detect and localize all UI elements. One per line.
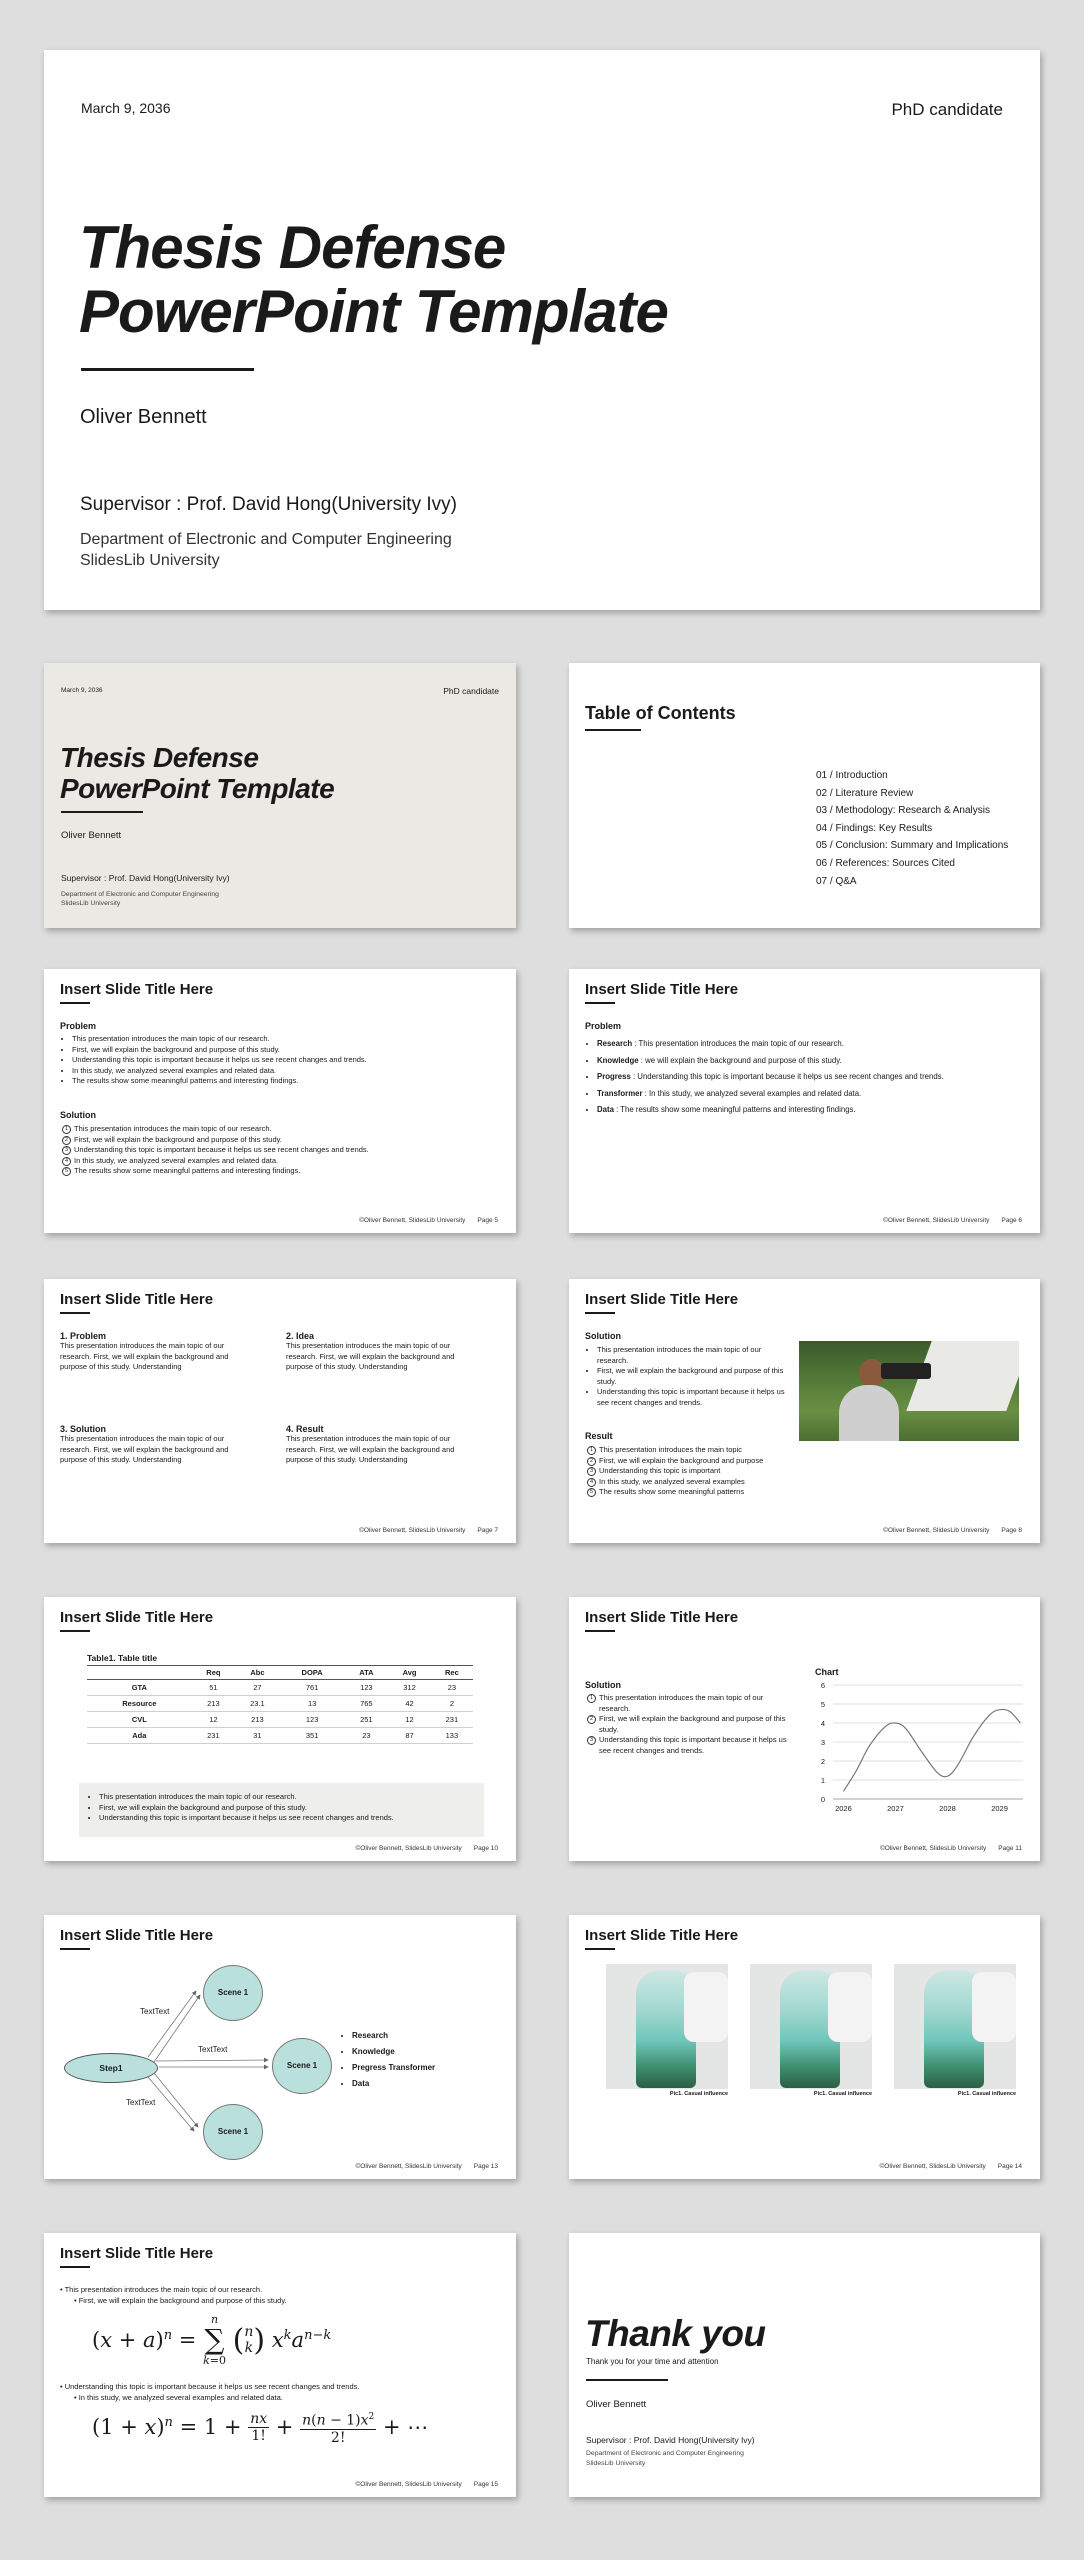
list-item: • First, we will explain the background and purpose of this study. — [72, 1045, 367, 1056]
slide-title: Insert Slide Title Here — [585, 1927, 739, 1944]
y-tick-label: 3 — [820, 1738, 825, 1747]
page-number: Page 6 — [1001, 1217, 1022, 1224]
keyword: Data — [597, 1105, 614, 1114]
number-circle: 4 — [587, 1478, 596, 1487]
step-node-label: Step1 — [99, 2063, 123, 2073]
slide-footer — [871, 1217, 1022, 1224]
slide-footer — [868, 1845, 1022, 1852]
lab-coat-sleeve — [828, 1972, 872, 2042]
list-item: • First, we will explain the background and purpose of this study. — [597, 1366, 792, 1387]
table-row — [87, 1680, 473, 1696]
toc-title-underline — [585, 729, 641, 731]
department-line: Department of Electronic and Computer Engineering — [80, 531, 452, 548]
list-item: • This presentation introduces the main topic of our research. — [99, 1792, 394, 1803]
footer-credit: ©Oliver Bennett, SlidesLib University — [355, 2481, 462, 2488]
page-number: Page 13 — [473, 2163, 498, 2170]
number-circle: 5 — [62, 1167, 71, 1176]
list-item — [587, 1466, 763, 1477]
supervisor-line: Supervisor : Prof. David Hong(University Ivy) — [586, 2435, 755, 2445]
table-header-cell: ATA — [344, 1666, 388, 1680]
table-header-cell: Abc — [235, 1666, 280, 1680]
x-tick-label: 2027 — [887, 1804, 904, 1813]
university-line: SlidesLib University — [80, 552, 220, 569]
table-cell: 31 — [235, 1728, 280, 1744]
block-heading: 3. Solution — [60, 1424, 106, 1434]
slide-title: Insert Slide Title Here — [60, 2245, 214, 2262]
slide-title-underline — [585, 1312, 615, 1314]
table-header-cell: Rec — [431, 1666, 473, 1680]
table-cell: 351 — [280, 1728, 345, 1744]
keyword-list — [585, 1036, 944, 1119]
data-table — [87, 1666, 473, 1744]
problem-heading: Problem — [585, 1021, 622, 1031]
y-tick-label: 0 — [820, 1795, 825, 1804]
footer-credit: ©Oliver Bennett, SlidesLib University — [359, 1217, 466, 1224]
number-circle: 3 — [587, 1467, 596, 1476]
table-cell: 13 — [280, 1696, 345, 1712]
slide-title-underline — [60, 1312, 90, 1314]
keyword-text: : The results show some meaningful patterns and interesting findings. — [613, 1105, 856, 1114]
page-number: Page 8 — [1001, 1527, 1022, 1534]
list-item — [597, 1036, 944, 1053]
list-item: • The results show some meaningful patterns and interesting findings. — [72, 1076, 367, 1087]
list-item: • Understanding this topic is important because it helps us see recent changes and trends. — [597, 1387, 792, 1408]
table-cell: 133 — [431, 1728, 473, 1744]
photo-camera — [881, 1363, 931, 1379]
keyword-text: : we will explain the background and purpose of this study. — [638, 1055, 842, 1065]
block-text: This presentation introduces the main topic of our research. First, we will explain the background and purpose of this study. Understanding — [286, 1434, 455, 1464]
cover-title-line2: PowerPoint Template — [60, 773, 335, 804]
picture-frame — [606, 1964, 728, 2089]
slide-footer — [867, 2163, 1022, 2170]
table-cell: 23 — [431, 1680, 473, 1696]
number-circle: 4 — [62, 1157, 71, 1166]
picture-caption: Pic1. Casual influence — [957, 2091, 1016, 2097]
text-subline-content: In this study, we analyzed several examples and related data. — [78, 2393, 283, 2402]
table-cell: 23.1 — [235, 1696, 280, 1712]
slide-page-7[interactable] — [44, 1279, 516, 1543]
footer-credit: ©Oliver Bennett, SlidesLib University — [355, 1845, 462, 1852]
picture-frame — [750, 1964, 872, 2089]
table-header-row — [87, 1666, 473, 1680]
list-item — [62, 1156, 369, 1167]
table-header-cell — [87, 1666, 192, 1680]
list-item-text: Understanding this topic is important because it helps us see recent changes and trends. — [74, 1145, 369, 1154]
table-cell: GTA — [87, 1680, 192, 1696]
connector-arrow — [148, 1991, 196, 2057]
slide-page-6[interactable] — [569, 969, 1040, 1233]
text-subline: • In this study, we analyzed several examples and related data. — [74, 2393, 283, 2402]
line-chart — [805, 1677, 1030, 1822]
y-tick-label: 1 — [820, 1776, 825, 1785]
photo-person-body — [839, 1385, 899, 1441]
number-circle: 3 — [587, 1736, 596, 1745]
table-cell: 251 — [344, 1712, 388, 1728]
page-number: Page 15 — [473, 2481, 498, 2488]
list-item: • First, we will explain the background and purpose of this study. — [99, 1803, 394, 1814]
scene-node-bottom[interactable] — [203, 2104, 263, 2160]
title-underline — [81, 368, 254, 371]
picture-caption: Pic1. Casual influence — [669, 2091, 728, 2097]
problem-list — [60, 1034, 367, 1087]
footer-credit: ©Oliver Bennett, SlidesLib University — [355, 2163, 462, 2170]
table-cell: 213 — [192, 1696, 235, 1712]
scene-node-top[interactable] — [203, 1965, 263, 2021]
list-item-text: In this study, we analyzed several examples — [599, 1476, 745, 1486]
slide-cover-small[interactable] — [44, 663, 516, 928]
table-cell: 123 — [344, 1680, 388, 1696]
toc-item[interactable]: 07 / Q&A — [816, 875, 857, 887]
list-item — [62, 1166, 369, 1177]
number-circle: 3 — [62, 1146, 71, 1155]
slide-title: Insert Slide Title Here — [585, 981, 739, 998]
slide-title: Insert Slide Title Here — [585, 1609, 739, 1626]
table-cell: 87 — [388, 1728, 431, 1744]
footer-credit: ©Oliver Bennett, SlidesLib University — [359, 1527, 466, 1534]
page-number: Page 10 — [473, 1845, 498, 1852]
list-item — [587, 1477, 763, 1488]
list-item — [597, 1069, 944, 1086]
solution-list — [587, 1693, 792, 1756]
toc-title: Table of Contents — [585, 703, 736, 723]
block-problem — [60, 1331, 230, 1373]
footer-credit: ©Oliver Bennett, SlidesLib University — [883, 1217, 990, 1224]
connector-arrow — [154, 2073, 198, 2127]
keyword-text: : This presentation introduces the main topic of our research. — [632, 1039, 844, 1048]
table-cell: 312 — [388, 1680, 431, 1696]
list-item — [587, 1693, 792, 1714]
cover-title-line1: Thesis Defense — [79, 214, 506, 281]
block-solution — [60, 1424, 230, 1466]
block-heading: 1. Problem — [60, 1331, 107, 1341]
cover-title — [79, 216, 668, 344]
university-line: SlidesLib University — [61, 900, 121, 907]
chart-title: Chart — [815, 1667, 839, 1677]
slide-title-underline — [60, 1630, 90, 1632]
table-header-cell: DOPA — [280, 1666, 345, 1680]
date-label: March 9, 2036 — [81, 100, 171, 116]
block-result — [286, 1424, 456, 1466]
list-item-text: Understanding this topic is important — [599, 1466, 721, 1475]
step-node[interactable] — [64, 2053, 158, 2083]
text-line: • This presentation introduces the main topic of our research. — [60, 2285, 263, 2294]
table-cell: 51 — [192, 1680, 235, 1696]
thank-you-title: Thank you — [585, 2313, 766, 2354]
list-item-text: Understanding this topic is important because it helps us see recent changes and trends. — [599, 1735, 787, 1755]
result-list — [587, 1445, 763, 1498]
list-item-text: This presentation introduces the main topic of our research. — [599, 1693, 764, 1713]
table-cell: 12 — [192, 1712, 235, 1728]
list-item: • Data — [352, 2076, 435, 2092]
table-cell: 231 — [192, 1728, 235, 1744]
slide-page-10[interactable] — [44, 1597, 516, 1861]
title-underline — [586, 2379, 668, 2381]
list-item: • Pregress Transformer — [352, 2060, 435, 2076]
slide-title-underline — [585, 1630, 615, 1632]
picture-caption: Pic1. Casual influence — [813, 2091, 872, 2097]
cover-title-line2: PowerPoint Template — [79, 278, 668, 345]
scene-node-label: Scene 1 — [286, 2061, 318, 2070]
slide-table-of-contents[interactable] — [569, 663, 1040, 928]
solution-list — [62, 1124, 369, 1177]
cover-title — [60, 742, 334, 804]
lab-coat-sleeve — [684, 1972, 728, 2042]
list-item — [62, 1124, 369, 1135]
y-tick-label: 2 — [820, 1757, 825, 1766]
title-underline — [61, 811, 143, 813]
slide-footer — [871, 1527, 1022, 1534]
thank-you-subtitle: Thank you for your time and attention — [586, 2357, 719, 2366]
slide-thank-you[interactable] — [569, 2233, 1040, 2497]
list-item — [587, 1456, 763, 1467]
text-subline-content: First, we will explain the background and purpose of this study. — [78, 2296, 287, 2305]
slide-title: Insert Slide Title Here — [60, 981, 214, 998]
toc-item[interactable]: 05 / Conclusion: Summary and Implications — [816, 840, 1009, 852]
slide-page-13[interactable] — [44, 1915, 516, 2179]
y-tick-label: 4 — [820, 1719, 825, 1728]
toc-list — [816, 767, 1008, 890]
list-item: • Knowledge — [352, 2044, 435, 2060]
block-text: This presentation introduces the main topic of our research. First, we will explain the background and purpose of this study. Understanding — [286, 1341, 455, 1371]
slide-footer — [343, 2163, 498, 2170]
slide-page-14[interactable] — [569, 1915, 1040, 2179]
author-name: Oliver Bennett — [80, 406, 207, 428]
problem-heading: Problem — [60, 1021, 97, 1031]
table-cell: 123 — [280, 1712, 345, 1728]
list-item — [597, 1053, 944, 1070]
list-item: • Understanding this topic is important because it helps us see recent changes and trends. — [99, 1813, 394, 1824]
toc-item[interactable]: 06 / References: Sources Cited — [816, 857, 955, 869]
table-cell: 2 — [431, 1696, 473, 1712]
diagram-legend-list — [340, 2028, 435, 2092]
photo-camera-operator — [799, 1341, 1019, 1441]
table-caption: Table1. Table title — [87, 1653, 158, 1663]
solution-list — [585, 1345, 792, 1408]
connector-arrow — [156, 2060, 268, 2061]
slide-footer — [343, 2481, 498, 2488]
supervisor-line: Supervisor : Prof. David Hong(University Ivy) — [61, 873, 230, 883]
page-number: Page 14 — [997, 2163, 1022, 2170]
number-circle: 5 — [587, 1488, 596, 1497]
notes-list — [87, 1792, 394, 1824]
role-label: PhD candidate — [443, 686, 499, 696]
edge-label: TextText — [140, 2007, 170, 2016]
block-idea — [286, 1331, 456, 1373]
table-cell: 231 — [431, 1712, 473, 1728]
page-number: Page 7 — [477, 1527, 498, 1534]
text-subline: • First, we will explain the background and purpose of this study. — [74, 2296, 287, 2305]
block-heading: 4. Result — [286, 1424, 324, 1434]
table-header-cell: Avg — [388, 1666, 431, 1680]
slide-title: Insert Slide Title Here — [60, 1927, 214, 1944]
y-tick-label: 6 — [820, 1681, 825, 1690]
edge-label: TextText — [126, 2098, 156, 2107]
list-item — [587, 1487, 763, 1498]
list-item: • Research — [352, 2028, 435, 2044]
table-cell: Ada — [87, 1728, 192, 1744]
slide-title: Insert Slide Title Here — [60, 1609, 214, 1626]
footer-credit: ©Oliver Bennett, SlidesLib University — [879, 2163, 986, 2170]
list-item-text: This presentation introduces the main topic of our research. — [74, 1124, 272, 1133]
scene-node-middle[interactable] — [272, 2038, 332, 2094]
date-label: March 9, 2036 — [61, 687, 103, 694]
list-item: • This presentation introduces the main topic of our research. — [597, 1345, 792, 1366]
list-item-text: First, we will explain the background and purpose of this study. — [599, 1714, 786, 1734]
y-tick-label: 5 — [820, 1700, 825, 1709]
university-line: SlidesLib University — [586, 2460, 646, 2467]
list-item — [587, 1735, 792, 1756]
slide-cover-large[interactable] — [44, 50, 1040, 610]
department-line: Department of Electronic and Computer Engineering — [586, 2450, 744, 2457]
table-cell: CVL — [87, 1712, 192, 1728]
page-number: Page 5 — [477, 1217, 498, 1224]
table-row — [87, 1712, 473, 1728]
slide-page-15[interactable] — [44, 2233, 516, 2497]
solution-heading: Solution — [585, 1680, 621, 1690]
number-circle: 1 — [62, 1125, 71, 1134]
block-text: This presentation introduces the main topic of our research. First, we will explain the background and purpose of this study. Understanding — [60, 1434, 229, 1464]
author-name: Oliver Bennett — [61, 830, 122, 841]
list-item-text: The results show some meaningful patterns and interesting findings. — [74, 1166, 301, 1175]
slide-footer — [347, 1527, 498, 1534]
notes-box — [79, 1783, 484, 1837]
list-item-text: First, we will explain the background and purpose — [599, 1455, 764, 1465]
supervisor-line: Supervisor : Prof. David Hong(University Ivy) — [80, 494, 457, 515]
table-row — [87, 1696, 473, 1712]
table-row — [87, 1728, 473, 1744]
list-item: • This presentation introduces the main topic of our research. — [72, 1034, 367, 1045]
connector-arrow — [154, 1995, 200, 2062]
table-cell: 761 — [280, 1680, 345, 1696]
text-line-content: This presentation introduces the main topic of our research. — [64, 2285, 263, 2294]
toc-item[interactable]: 02 / Literature Review — [816, 787, 914, 799]
list-item-text: In this study, we analyzed several examples and related data. — [74, 1155, 279, 1165]
series-line — [843, 1709, 1020, 1791]
solution-heading: Solution — [585, 1331, 621, 1341]
slide-footer — [343, 1845, 498, 1852]
x-tick-label: 2029 — [991, 1804, 1008, 1813]
list-item — [587, 1714, 792, 1735]
keyword: Knowledge — [597, 1055, 639, 1065]
binomial-equation: $(x + a)^n$ = n ∑ k=0 (n k) $x^ka^{n-k}$ — [92, 2313, 332, 2367]
keyword: Progress — [597, 1072, 631, 1081]
x-tick-label: 2028 — [939, 1804, 956, 1813]
keyword-text: : Understanding this topic is important because it helps us see recent changes and trends. — [630, 1072, 944, 1081]
text-line: • Understanding this topic is important because it helps us see recent changes and trends. — [60, 2382, 360, 2391]
result-heading: Result — [585, 1431, 613, 1441]
slide-page-8[interactable] — [569, 1279, 1040, 1543]
table-cell: 765 — [344, 1696, 388, 1712]
toc-item[interactable]: 04 / Findings: Key Results — [816, 822, 933, 834]
keyword: Transformer — [597, 1088, 643, 1098]
cover-title-line1: Thesis Defense — [60, 742, 259, 773]
table-cell: 42 — [388, 1696, 431, 1712]
table-header-cell: Req — [192, 1666, 235, 1680]
slide-title-underline — [585, 1002, 615, 1004]
x-tick-label: 2026 — [835, 1804, 852, 1813]
list-item — [597, 1086, 944, 1103]
slide-footer — [347, 1217, 498, 1224]
text-line-content: Understanding this topic is important because it helps us see recent changes and trends. — [64, 2382, 360, 2391]
keyword-text: : In this study, we analyzed several examples and related data. — [642, 1088, 862, 1098]
edge-label: TextText — [198, 2045, 228, 2054]
page-number: Page 11 — [998, 1845, 1022, 1852]
block-heading: 2. Idea — [286, 1331, 315, 1341]
slide-title: Insert Slide Title Here — [585, 1291, 739, 1308]
department-line: Department of Electronic and Computer Engineering — [61, 891, 219, 898]
number-circle: 1 — [587, 1446, 596, 1455]
slide-page-11[interactable] — [569, 1597, 1040, 1861]
scene-node-label: Scene 1 — [217, 1988, 249, 1997]
role-label: PhD candidate — [891, 100, 1003, 119]
number-circle: 2 — [587, 1457, 596, 1466]
footer-credit: ©Oliver Bennett, SlidesLib University — [879, 1845, 987, 1852]
list-item — [587, 1445, 763, 1456]
list-item-text: This presentation introduces the main topic — [599, 1445, 742, 1454]
block-text: This presentation introduces the main topic of our research. First, we will explain the background and purpose of this study. Understanding — [60, 1341, 229, 1371]
toc-item[interactable]: 03 / Methodology: Research & Analysis — [816, 805, 990, 817]
slide-title-underline — [585, 1948, 615, 1950]
list-item-text: The results show some meaningful patterns — [599, 1487, 745, 1496]
number-circle: 1 — [587, 1694, 596, 1703]
table-cell: 213 — [235, 1712, 280, 1728]
table-cell: Resource — [87, 1696, 192, 1712]
number-circle: 2 — [587, 1715, 596, 1724]
picture-frame — [894, 1964, 1016, 2089]
scene-node-label: Scene 1 — [217, 2127, 249, 2136]
author-name: Oliver Bennett — [586, 2399, 647, 2410]
list-item: • In this study, we analyzed several examples and related data. — [72, 1066, 367, 1077]
footer-credit: ©Oliver Bennett, SlidesLib University — [883, 1527, 990, 1534]
keyword: Research — [597, 1039, 633, 1048]
list-item: • Understanding this topic is important because it helps us see recent changes and trends. — [72, 1055, 367, 1066]
expansion-equation: $(1 + x)^n = 1$ + $\frac{nx}{1!}$ + $\frac{n(n - 1)x^2}{2!}$ + ⋯ — [92, 2410, 429, 2446]
list-item — [597, 1102, 944, 1119]
toc-item[interactable]: 01 / Introduction — [816, 770, 888, 781]
list-item — [62, 1135, 369, 1146]
lab-coat-sleeve — [972, 1972, 1016, 2042]
slide-title-underline — [60, 2266, 90, 2268]
slide-title-underline — [60, 1002, 90, 1004]
slide-title: Insert Slide Title Here — [60, 1291, 214, 1308]
number-circle: 2 — [62, 1136, 71, 1145]
table-cell: 27 — [235, 1680, 280, 1696]
solution-heading: Solution — [60, 1110, 96, 1120]
table-cell: 12 — [388, 1712, 431, 1728]
table-cell: 23 — [344, 1728, 388, 1744]
slide-page-5[interactable] — [44, 969, 516, 1233]
list-item — [62, 1145, 369, 1156]
list-item-text: First, we will explain the background and purpose of this study. — [74, 1134, 282, 1144]
